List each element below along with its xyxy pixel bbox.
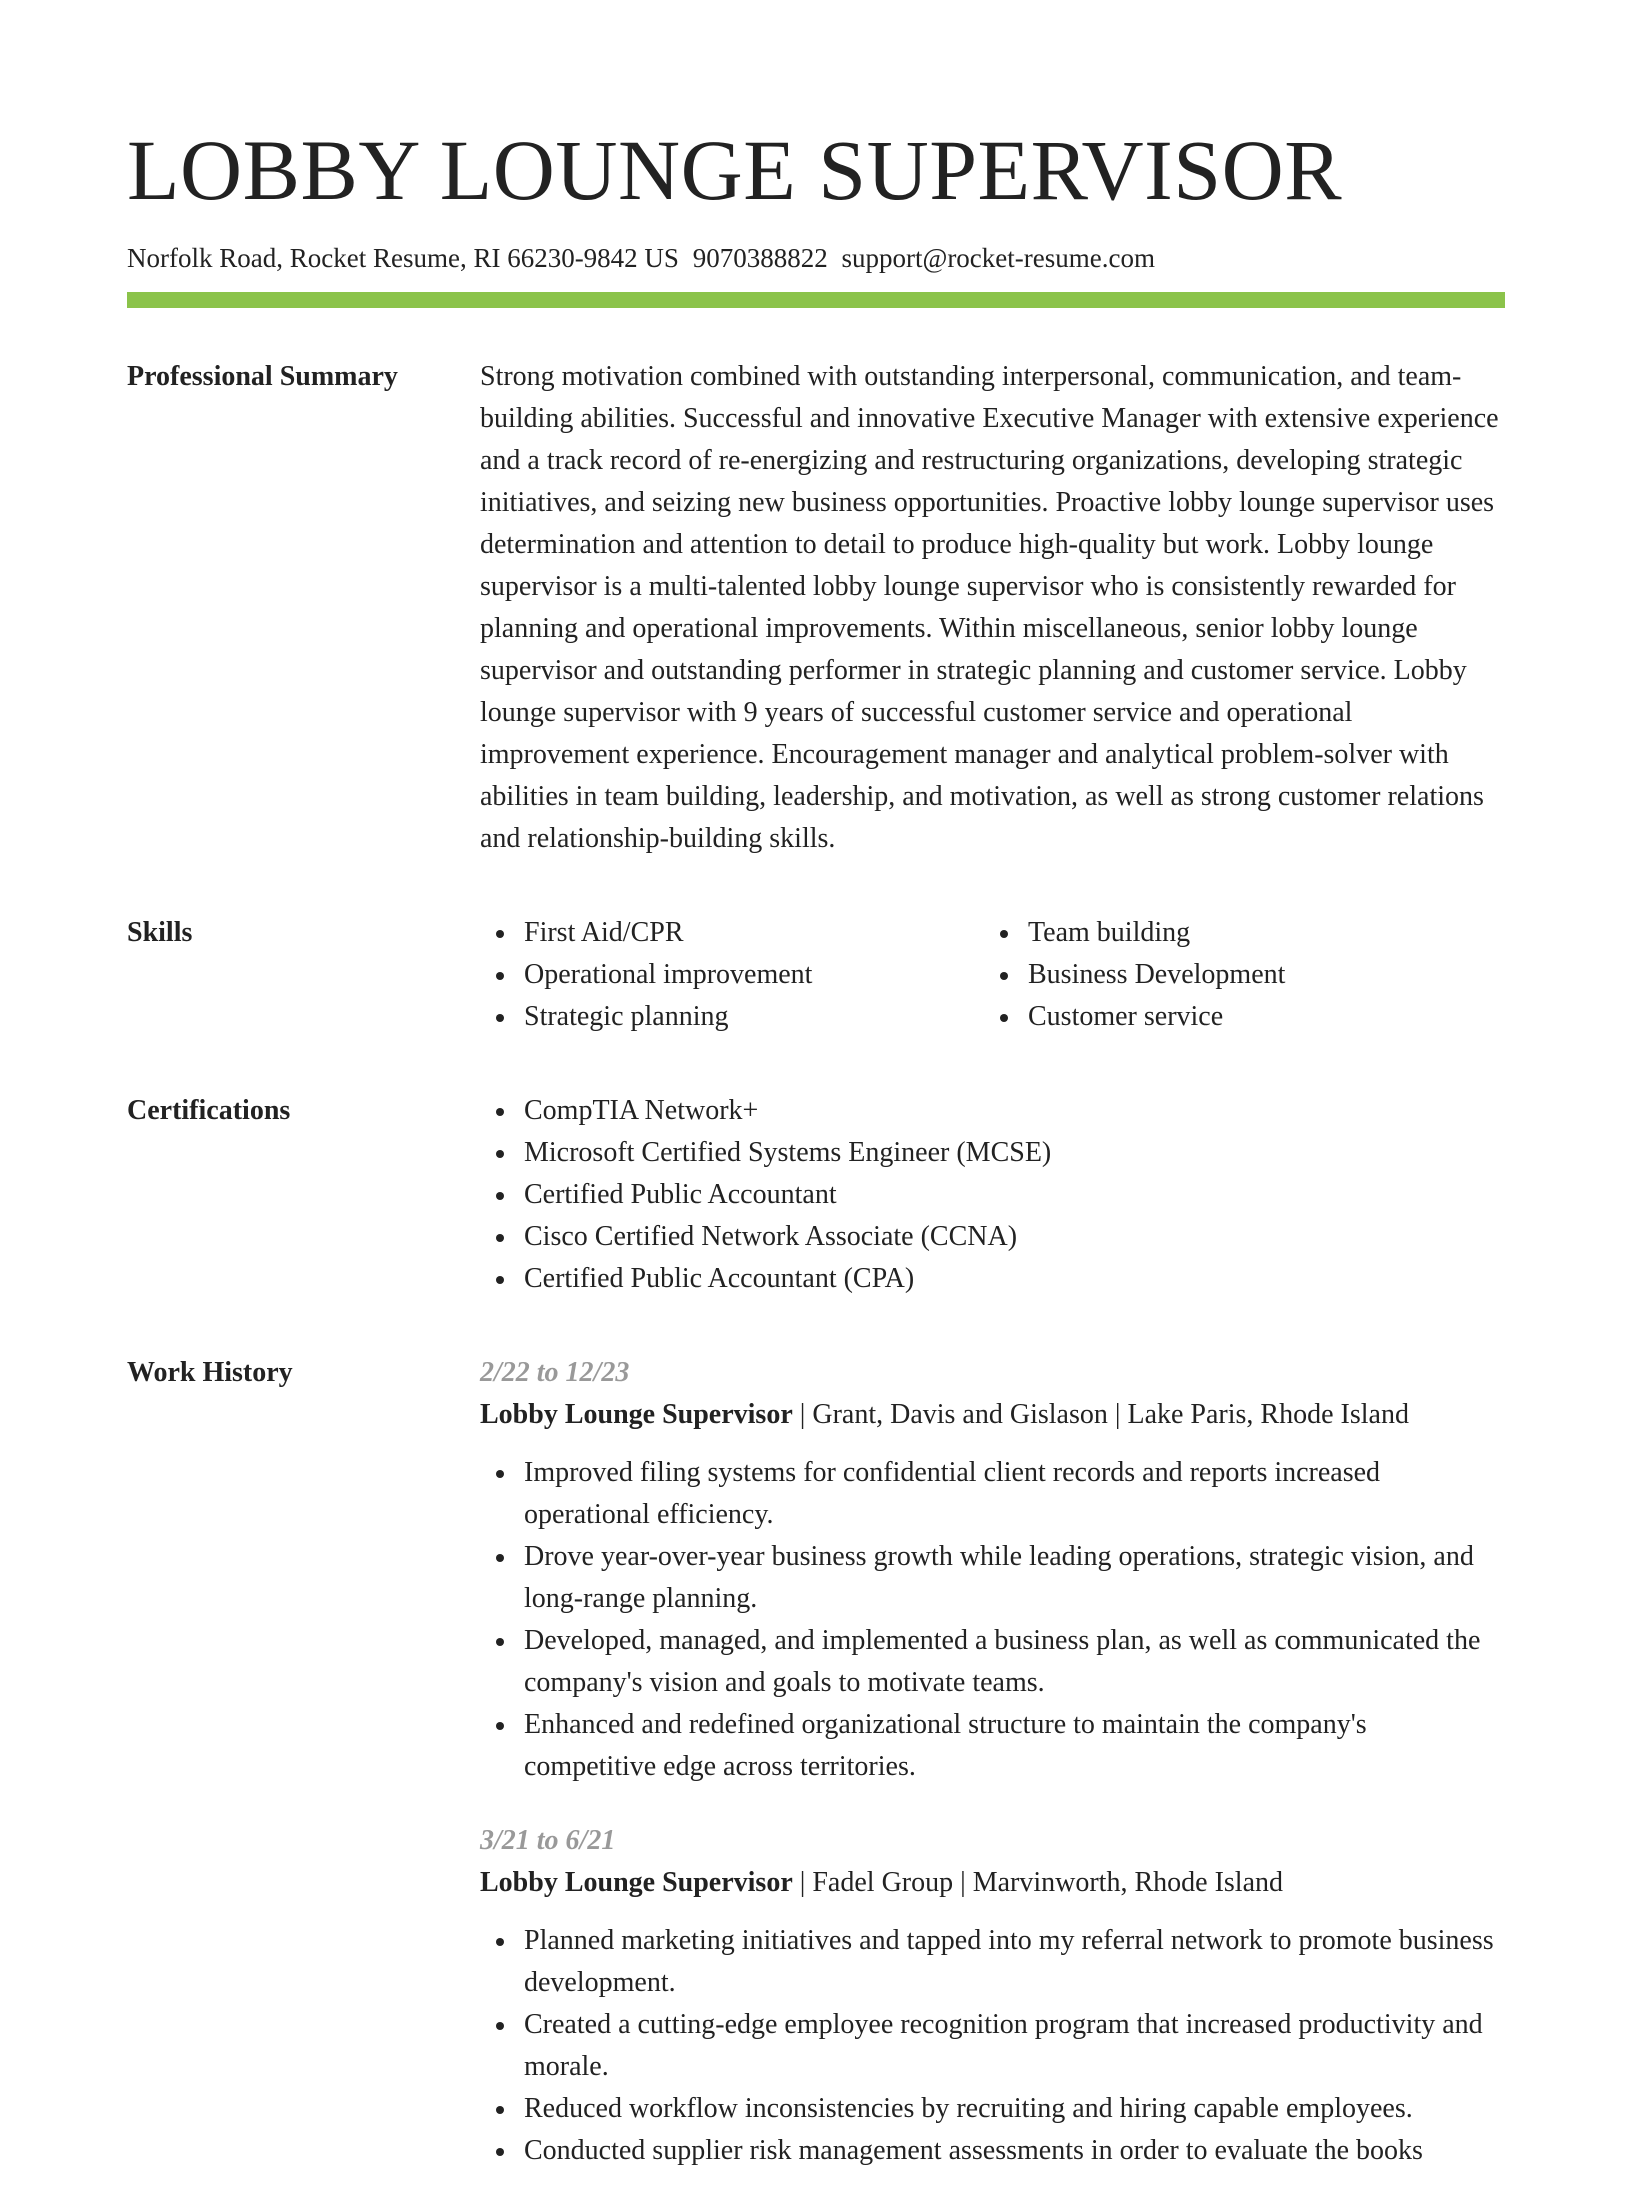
certifications-heading: Certifications — [127, 1095, 291, 1126]
summary-section — [127, 356, 1505, 860]
certification-item: Certified Public Accountant (CPA) — [480, 1258, 1505, 1300]
skill-item: Strategic planning — [480, 996, 984, 1038]
certification-item: Cisco Certified Network Associate (CCNA) — [480, 1216, 1505, 1258]
skill-item: Operational improvement — [480, 954, 984, 996]
certifications-section — [127, 1090, 1505, 1300]
work-history-heading: Work History — [127, 1357, 293, 1388]
job-bullet: Improved filing systems for confidential client records and reports increased operational efficiency. — [480, 1452, 1505, 1536]
job-header — [480, 1862, 1505, 1904]
job-bullets — [480, 1452, 1505, 1788]
contact-line — [127, 240, 1505, 276]
job-bullet: Created a cutting-edge employee recognition program that increased productivity and morale. — [480, 2004, 1505, 2088]
job-dates: 2/22 to 12/23 — [480, 1357, 630, 1388]
job-bullets — [480, 1920, 1505, 2172]
contact-email: support@rocket-resume.com — [841, 243, 1155, 273]
resume-page — [127, 120, 1505, 2204]
job-bullet: Reduced workflow inconsistencies by recruiting and hiring capable employees. — [480, 2088, 1505, 2130]
skills-section — [127, 912, 1505, 1038]
certifications-list — [480, 1090, 1505, 1300]
job-title: Lobby Lounge Supervisor — [480, 1399, 793, 1430]
summary-heading: Professional Summary — [127, 361, 398, 392]
skill-item: Team building — [984, 912, 1488, 954]
contact-phone: 9070388822 — [692, 243, 828, 273]
skill-item: First Aid/CPR — [480, 912, 984, 954]
job-entry — [480, 1820, 1505, 2172]
work-history-section — [127, 1352, 1505, 2204]
job-bullet: Drove year-over-year business growth while leading operations, strategic vision, and long-range planning. — [480, 1536, 1505, 1620]
job-dates: 3/21 to 6/21 — [480, 1825, 616, 1856]
job-entry — [480, 1352, 1505, 1788]
job-bullet: Developed, managed, and implemented a business plan, as well as communicated the company's vision and goals to motivate teams. — [480, 1620, 1505, 1704]
skills-heading: Skills — [127, 917, 193, 948]
job-company-location: | Grant, Davis and Gislason | Lake Paris, Rhode Island — [792, 1399, 1409, 1430]
certification-item: CompTIA Network+ — [480, 1090, 1505, 1132]
job-bullet: Enhanced and redefined organizational structure to maintain the company's competitive edge across territories. — [480, 1704, 1505, 1788]
candidate-name: LOBBY LOUNGE SUPERVISOR — [127, 122, 1343, 218]
skill-item: Customer service — [984, 996, 1488, 1038]
job-bullet: Planned marketing initiatives and tapped into my referral network to promote business development. — [480, 1920, 1505, 2004]
skills-list-left — [480, 912, 984, 1038]
certification-item: Certified Public Accountant — [480, 1174, 1505, 1216]
job-title: Lobby Lounge Supervisor — [480, 1867, 793, 1898]
contact-address: Norfolk Road, Rocket Resume, RI 66230-9842 US — [127, 243, 679, 273]
skill-item: Business Development — [984, 954, 1488, 996]
job-bullet: Conducted supplier risk management assessments in order to evaluate the books — [480, 2130, 1505, 2172]
job-header — [480, 1394, 1505, 1436]
accent-divider — [127, 292, 1505, 308]
job-company-location: | Fadel Group | Marvinworth, Rhode Island — [792, 1867, 1283, 1898]
certification-item: Microsoft Certified Systems Engineer (MCSE) — [480, 1132, 1505, 1174]
skills-list-right — [984, 912, 1488, 1038]
summary-text: Strong motivation combined with outstanding interpersonal, communication, and team-building abilities. Successful and innovative Executive Manager with extensive experience and a track record of re-energizing and restructuring organizations, developing strategic initiatives, and seizing new business opportunities. Proactive lobby lounge supervisor uses determination and attention to detail to produce high-quality but work. Lobby lounge supervisor is a multi-talented lobby lounge supervisor who is consistently rewarded for planning and operational improvements. Within miscellaneous, senior lobby lounge supervisor and outstanding performer in strategic planning and customer service. Lobby lounge supervisor with 9 years of successful customer service and operational improvement experience. Encouragement manager and analytical problem-solver with abilities in team building, leadership, and motivation, as well as strong customer relations and relationship-building skills. — [480, 361, 1499, 854]
